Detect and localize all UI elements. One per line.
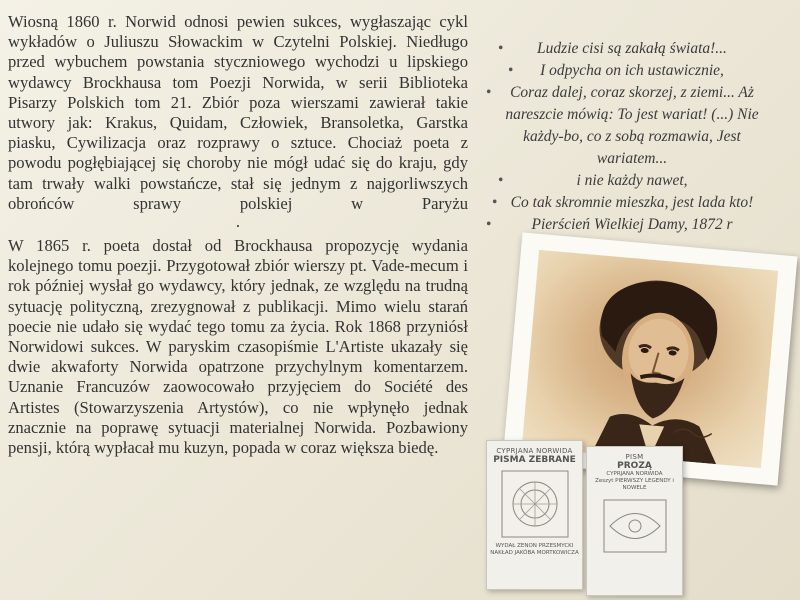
quote-line: • i nie każdy nawet, [480,170,770,192]
book1-ornament-icon [500,469,570,539]
book1-sub: NAKŁAD JAKÓBA MORTKOWICZA [490,550,579,556]
book2-ornament-icon [600,496,670,556]
book-cover-pism-proza [586,446,683,596]
quote-list [480,38,770,236]
book2-top: PISM [625,453,644,461]
quote-line: • Coraz dalej, coraz skorzej, z ziemi... Aż nareszcie mówią: To jest wariat! (...) Nie każdy-bo, co z sobą rozmawia, Jest wariatem... [480,82,770,170]
portrait-drawing [522,250,778,468]
quote-line: • I odpycha on ich ustawicznie, [480,60,770,82]
paragraph-separator: . [235,212,241,232]
norwid-portrait-image [522,250,778,468]
quote-line: • Co tak skromnie mieszka, jest lada kto! [480,192,770,214]
book2-title: PROZĄ [617,461,652,471]
book1-author: CYPRJANA NORWIDA [496,447,573,455]
book1-publisher: WYDAŁ ZENON PRZESMYCKI [495,543,574,549]
quote-line: • Ludzie cisi są zakałą świata!... [480,38,770,60]
main-text-column [8,12,468,458]
book1-title: PISMA ZEBRANE [493,455,576,465]
book2-sub: Zeszyt PIERWSZY LEGENDY i NOWELE [595,478,674,491]
quote-source: • Pierścień Wielkiej Damy, 1872 r [480,214,770,236]
book2-author: CYPRJANA NORWIDA [606,471,663,477]
book-cover-pisma-zebrane [486,440,583,590]
paragraph-1860: Wiosną 1860 r. Norwid odnosi pewien sukces, wygłaszając cykl wykładów o Juliuszu Słowackim w Czytelni Polskiej. Niedługo przed wybuchem powstania styczniowego wychodzi u lipskiego wydawcy Brockhausa tom Poezji Norwida, w serii Biblioteka Pisarzy Polskich tom 21. Zbiór poza wierszami zawierał takie utwory jak: Krakus, Quidam, Człowiek, Bransoletka, Garstka piasku, Cywilizacja oraz rozprawy o sztuce. Chociaż poeta z powodu pogłębiającej się choroby nie mógł udać się do kraju, gdy tam trwały walki powstańcze, stał się jednym z najgorliwszych obrońców sprawy polskiej w Paryżu [8,12,468,213]
paragraph-1865: W 1865 r. poeta dostał od Brockhausa propozycję wydania kolejnego tomu poezji. Przygotował zbiór wierszy pt. Vade-mecum i rok później wysłał go wydawcy, który jednak, ze względu na trudną sytuację polityczną, zrezygnował z publikacji. Mimo wielu starań poecie nie udało się wydać tego tomu za życia. Rok 1868 przyniósł Norwidowi sukces. W paryskim czasopiśmie L'Artiste ukazały się dwie akwaforty Norwida opatrzone przychylnym komentarzem. Uznanie Francuzów zaowocowało przyjęciem do Société des Artistes (Stowarzyszenia Artystów), co nie wpłynęło jednak znacznie na poprawę sytuacji materialnej Norwida. Pozbawiony pensji, którą wypłacał mu kuzyn, popada w coraz większa biedę. [8,236,468,458]
quote-block [480,38,770,236]
